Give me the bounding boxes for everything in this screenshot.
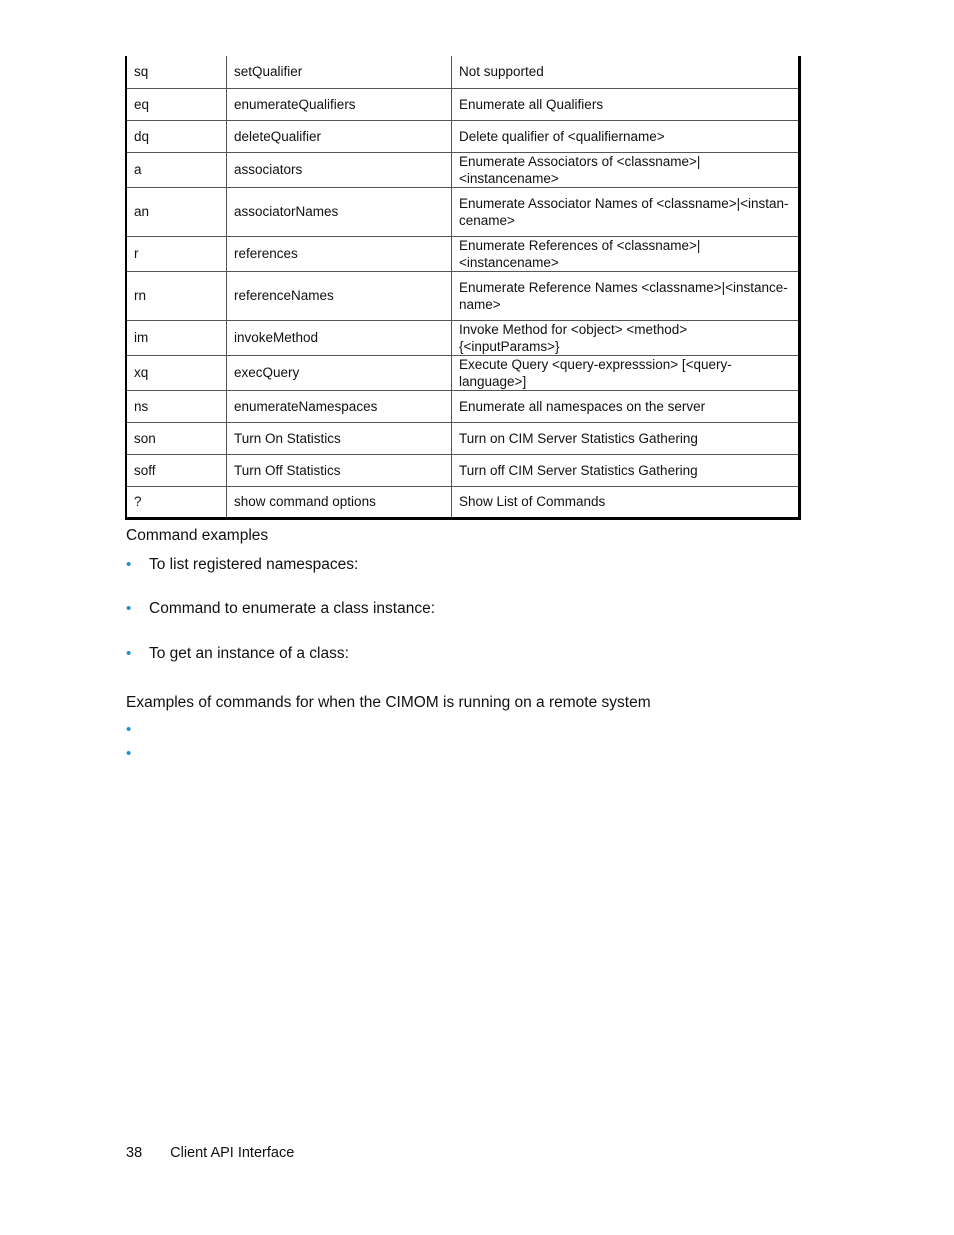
description-cell: Not supported [452,56,800,88]
footer-section-title: Client API Interface [170,1145,295,1161]
bullet-icon: • [126,721,132,738]
table-row [126,88,800,120]
command-examples-heading: Command examples [126,527,269,544]
description-cell: Show List of Commands [452,486,800,518]
description-cell: Enumerate Associators of <classname>|<instancename> [452,152,800,187]
command-cell: referenceNames [227,271,452,320]
table-row [126,390,800,422]
list-item [126,721,149,739]
remote-examples-heading: Examples of commands for when the CIMOM is running on a remote system [126,694,651,711]
description-cell: Enumerate all Qualifiers [452,88,800,120]
table-row [126,320,800,355]
table-row [126,271,800,320]
command-cell: show command options [227,486,452,518]
command-table [125,56,801,520]
list-item-text: To list registered namespaces: [149,556,359,573]
list-item [126,645,349,663]
abbr-cell: eq [126,88,227,120]
command-cell: associatorNames [227,187,452,236]
description-cell: Turn off CIM Server Statistics Gathering [452,454,800,486]
abbr-cell: soff [126,454,227,486]
abbr-cell: sq [126,56,227,88]
command-cell: enumerateNamespaces [227,390,452,422]
table-row [126,486,800,518]
abbr-cell: ? [126,486,227,518]
description-cell: Enumerate References of <classname>|<instancename> [452,236,800,271]
table-row [126,454,800,486]
table-row [126,120,800,152]
list-item [126,745,149,763]
page-footer [126,1145,294,1161]
command-cell: setQualifier [227,56,452,88]
list-item-text: To get an instance of a class: [149,645,349,662]
table-row [126,422,800,454]
table-row [126,187,800,236]
abbr-cell: a [126,152,227,187]
abbr-cell: im [126,320,227,355]
abbr-cell: son [126,422,227,454]
command-cell: deleteQualifier [227,120,452,152]
description-cell: Enumerate Associator Names of <classname>|<instan-cename> [452,187,800,236]
abbr-cell: r [126,236,227,271]
description-cell: Enumerate all namespaces on the server [452,390,800,422]
table-row [126,355,800,390]
description-cell: Enumerate Reference Names <classname>|<instance-name> [452,271,800,320]
table-row [126,152,800,187]
list-item [126,600,435,618]
description-cell: Execute Query <query-expresssion> [<query-language>] [452,355,800,390]
command-cell: associators [227,152,452,187]
abbr-cell: rn [126,271,227,320]
command-cell: references [227,236,452,271]
abbr-cell: dq [126,120,227,152]
command-cell: Turn Off Statistics [227,454,452,486]
list-item [126,556,358,574]
bullet-icon: • [126,645,132,662]
command-cell: invokeMethod [227,320,452,355]
command-cell: enumerateQualifiers [227,88,452,120]
bullet-icon: • [126,745,132,762]
abbr-cell: xq [126,355,227,390]
description-cell: Invoke Method for <object> <method> {<inputParams>} [452,320,800,355]
table-row [126,56,800,88]
table-row [126,236,800,271]
abbr-cell: ns [126,390,227,422]
description-cell: Delete qualifier of <qualifiername> [452,120,800,152]
page-number: 38 [126,1145,143,1161]
command-cell: execQuery [227,355,452,390]
bullet-icon: • [126,556,132,573]
description-cell: Turn on CIM Server Statistics Gathering [452,422,800,454]
bullet-icon: • [126,600,132,617]
abbr-cell: an [126,187,227,236]
list-item-text: Command to enumerate a class instance: [149,600,436,617]
command-cell: Turn On Statistics [227,422,452,454]
